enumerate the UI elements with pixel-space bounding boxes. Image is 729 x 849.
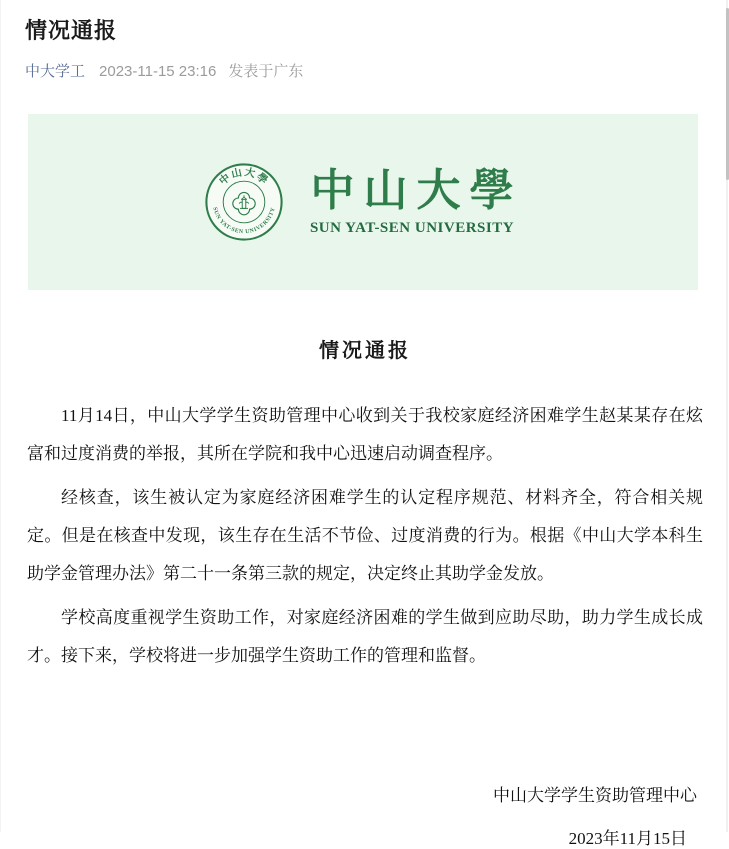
university-banner bbox=[28, 114, 698, 290]
paragraph-2: 经核查，该生被认定为家庭经济困难学生的认定程序规范、材料齐全，符合相关规定。但是在核查中发现，该生存在生活不节俭、过度消费的行为。根据《中山大学本科生助学金管理办法》第二十一条第三款的规定，决定终止其助学金发放。 bbox=[27, 488, 703, 583]
notice-heading: 情况通报 bbox=[319, 340, 411, 362]
university-name-en: SUN YAT-SEN UNIVERSITY bbox=[309, 220, 515, 237]
paragraph-1: 11月14日，中山大学学生资助管理中心收到关于我校家庭经济困难学生赵某某存在炫富和过度消费的举报，其所在学院和我中心迅速启动调查程序。 bbox=[27, 406, 703, 463]
university-wordmark bbox=[302, 167, 523, 237]
seal-top-text: 中山大學 bbox=[217, 167, 270, 188]
signature-organization: 中山大学学生资助管理中心 bbox=[493, 786, 697, 805]
article-meta bbox=[1, 45, 729, 81]
university-name-cn: 中山大學 bbox=[310, 165, 523, 215]
seal-ring-text: SUN YAT-SEN UNIVERSITY bbox=[210, 206, 277, 236]
account-name-link[interactable]: 中大学工 bbox=[25, 63, 86, 80]
university-seal-icon bbox=[204, 162, 284, 242]
page-title: 情况通报 bbox=[25, 18, 118, 43]
signature-date: 2023年11月15日 bbox=[568, 829, 687, 848]
article-body bbox=[27, 397, 703, 675]
paragraph-3: 学校高度重视学生资助工作，对家庭经济困难的学生做到应助尽助，助力学生成长成才。接下来，学校将进一步加强学生资助工作的管理和监督。 bbox=[27, 608, 703, 665]
publish-timestamp: 2023-11-15 23:16 bbox=[99, 63, 217, 80]
publish-location: 发表于广东 bbox=[228, 63, 304, 80]
